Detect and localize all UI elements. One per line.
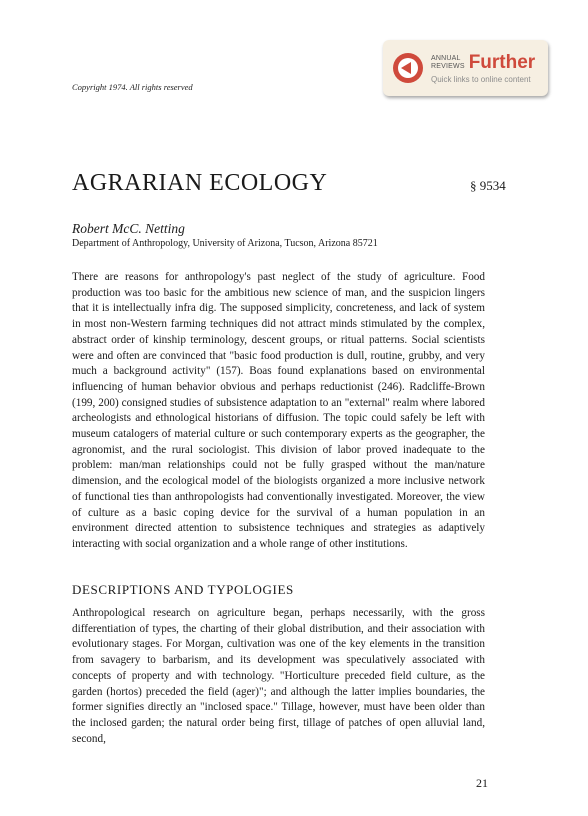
section-heading: DESCRIPTIONS AND TYPOLOGIES [72,582,294,597]
copyright-notice: Copyright 1974. All rights reserved [72,82,193,92]
badge-reviews-label: REVIEWS [431,62,465,70]
intro-paragraph: There are reasons for anthropology's past neglect of the study of agriculture. Food production was too basic for the ambitious new science of man, and the suspicion lingers that it is intellectually infra dig. The supposed simplicity, concreteness, and lack of system in most non-Western farming techniques did not attract minds stimulated by the complex, abstract order of kinship terminology, descent groups, or ritual patterns. Social scientists were and often are convinced that "basic food production is dull, routine, grubby, and very much a background activity" (157). Boas found explanations based on environmental influencing of human behavior obvious and perhaps reductionist (246). Radcliffe-Brown (199, 200) consigned studies of subsistence adaptation to an "external" realm where labored archeologists and ethnological historians of diffusion. The topic could safely be left with museum catalogers of material culture or such contemporary experts as the geographer, the agronomist, and the rural sociologist. This division of labor proved inadequate to the problem: man/man relationships could not be fully grasped without the man/nature dimension, and the ecological model of the biologists organized a more inclusive network of functional ties than anthropologists had conventionally investigated. Moreover, the view of culture as a basic coping device for the survival of a human population in an environment directed attention to subsistence techniques and strategies as adaptively interacting with social organization and a whole range of other institutions. [72,271,485,550]
article-title: AGRARIAN ECOLOGY [72,170,328,196]
author-affiliation: Department of Anthropology, University of Arizona, Tucson, Arizona 85721 [72,238,378,249]
page-number: 21 [476,776,488,790]
body-paragraph: Anthropological research on agriculture began, perhaps necessarily, with the gross differentiation of types, the charting of their global distribution, and their association with evolutionary stages. For Morgan, cultivation was one of the key elements in the transition from savagery to barbarism, and its development was speculatively associated with concepts of property and with technology. "Horticulture preceded field culture, as the garden (hortos) preceded the field (ager)"; and although the latter implies boundaries, the former signifies directly an "inclosed space." Tillage, however, must have been older than the inclosed garden; the natural order being first, tillage of patches of open alluvial land, second, [72,607,485,745]
badge-annual-label: ANNUAL [431,55,461,62]
badge-subtitle: Quick links to online content [431,74,531,84]
author-name: Robert McC. Netting [72,221,185,236]
annual-reviews-further-badge[interactable] [383,40,548,96]
back-arrow-circle-icon [393,53,423,83]
badge-further-label: Further [468,51,536,73]
article-code: § 9534 [470,178,506,193]
badge-text [431,53,535,84]
